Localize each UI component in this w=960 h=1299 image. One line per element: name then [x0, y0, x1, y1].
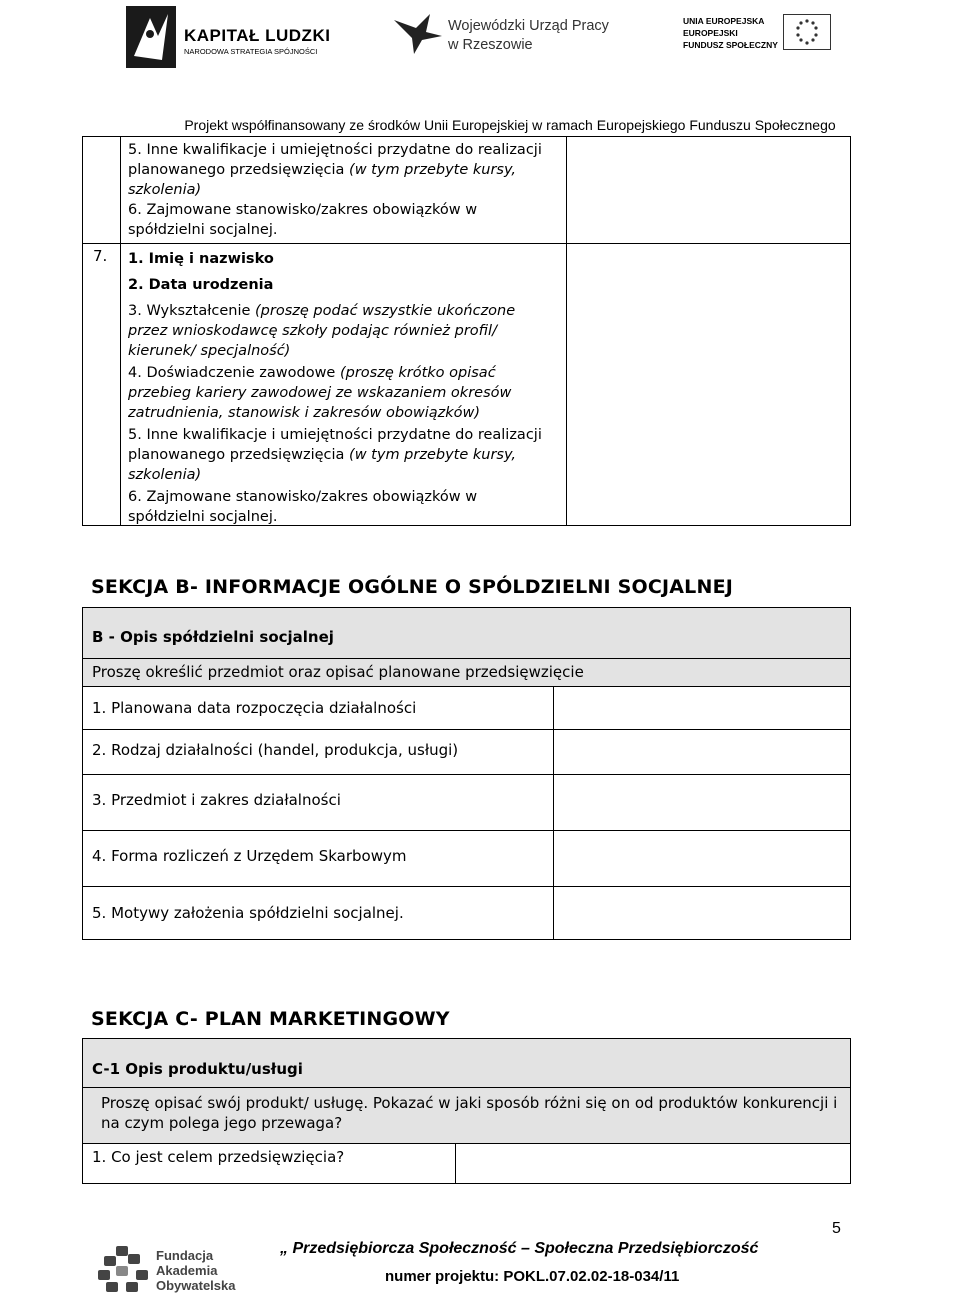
section-b-row: [83, 830, 850, 886]
row7-item4-text: 4. Doświadczenie zawodowe: [128, 365, 336, 381]
section-c-table-title: C-1 Opis produktu/usługi: [92, 1060, 303, 1078]
kapital-ludzki-title: KAPITAŁ LUDZKI: [184, 26, 331, 45]
section-b-table: [82, 607, 851, 940]
wup-line2: w Rzeszowie: [448, 37, 533, 53]
row6-item5-text: 5. Inne kwalifikacje i umiejętności przydatne do realizacji planowanego przedsięwzięcia: [128, 142, 542, 178]
bird-emblem-icon: [392, 10, 444, 56]
wup-line1: Wojewódzki Urząd Pracy: [448, 18, 609, 34]
section-b-instruction-row: [83, 658, 850, 686]
kapital-ludzki-logo: [126, 6, 336, 72]
row6-item6-text: 6. Zajmowane stanowisko/zakres obowiązków w spółdzielni socjalnej.: [128, 202, 478, 238]
section-b-row: [83, 686, 850, 729]
section-b-item-label: 2. Rodzaj działalności (handel, produkcja, usługi): [92, 741, 459, 759]
row7-item3-text: 3. Wykształcenie: [128, 303, 251, 319]
section-c-title: SEKCJA C- PLAN MARKETINGOWY: [91, 1008, 450, 1030]
eu-line1: UNIA EUROPEJSKA: [683, 16, 765, 26]
footer-project-title: „ Przedsiębiorcza Społeczność – Społeczna Przedsiębiorczość: [280, 1240, 759, 1257]
section-c-table-header: [83, 1039, 850, 1087]
row7-item1: 1. Imię i nazwisko: [128, 251, 274, 267]
eu-logo: [683, 8, 843, 64]
section-c-row: [83, 1143, 850, 1183]
section-c-instruction: Proszę opisać swój produkt/ usługę. Pokazać w jaki sposób różni się on od produktów konkurencji i na czym polega jego przewaga?: [101, 1094, 838, 1132]
members-table: [82, 136, 851, 526]
section-c-table: [82, 1038, 851, 1184]
fundacja-logo: [96, 1244, 236, 1296]
eu-line2: EUROPEJSKI: [683, 28, 738, 38]
row6-content: [128, 140, 558, 240]
row7-item6: 6. Zajmowane stanowisko/zakres obowiązków w spółdzielni socjalnej.: [128, 489, 478, 525]
section-b-instruction: Proszę określić przedmiot oraz opisać planowane przedsięwzięcie: [92, 663, 584, 681]
section-b-table-header: [83, 608, 850, 658]
section-b-item-label: 4. Forma rozliczeń z Urzędem Skarbowym: [92, 847, 407, 865]
row7-content: [128, 249, 558, 527]
row7-item5-text: 5. Inne kwalifikacje i umiejętności przydatne do realizacji planowanego przedsięwzięcia: [128, 427, 542, 463]
kapital-ludzki-emblem-icon: [126, 6, 176, 68]
eu-flag-icon: [783, 14, 831, 50]
section-b-row: [83, 729, 850, 774]
row7-item4-note: (proszę krótko opisać przebieg kariery zawodowej ze wskazaniem okresów zatrudnienia, stanowisk i zakresów obowiązków): [128, 365, 512, 421]
section-b-item-label: 3. Przedmiot i zakres działalności: [92, 791, 341, 809]
wup-logo: [392, 8, 609, 68]
section-b-item-label: 5. Motywy założenia spółdzielni socjalnej.: [92, 904, 404, 922]
fundacja-line2: Akademia: [156, 1263, 218, 1278]
section-c-item-label: 1. Co jest celem przedsięwzięcia?: [92, 1148, 345, 1166]
row7-item3-note: (proszę podać wszystkie ukończone przez wnioskodawcę szkoły podając również profil/ kierunek/ specjalność): [128, 303, 516, 359]
section-b-title: SEKCJA B- INFORMACJE OGÓLNE O SPÓLDZIELNI SOCJALNEJ: [91, 576, 734, 598]
row7-item5-note: (w tym przebyte kursy, szkolenia): [128, 447, 517, 483]
fundacja-line3: Obywatelska: [156, 1278, 236, 1293]
project-cofinance-line: Projekt współfinansowany ze środków Unii Europejskiej w ramach Europejskiego Funduszu Społecznego: [184, 117, 836, 133]
footer-project-number: numer projektu: POKL.07.02.02-18-034/11: [385, 1268, 680, 1285]
kapital-ludzki-subtitle: NARODOWA STRATEGIA SPÓJNOŚCI: [184, 47, 318, 56]
page-number: 5: [832, 1220, 841, 1237]
section-b-row: [83, 886, 850, 939]
section-b-table-title: B - Opis spółdzielni socjalnej: [92, 628, 334, 646]
row-number-7: 7.: [93, 247, 108, 265]
puzzle-emblem-icon: [96, 1244, 152, 1296]
row6-item5-note: (w tym przebyte kursy, szkolenia): [128, 162, 517, 198]
section-c-instruction-row: [83, 1087, 850, 1143]
eu-line3: FUNDUSZ SPOŁECZNY: [683, 40, 778, 50]
fundacja-line1: Fundacja: [156, 1248, 214, 1263]
row7-item2: 2. Data urodzenia: [128, 277, 274, 293]
section-b-item-label: 1. Planowana data rozpoczęcia działalności: [92, 699, 417, 717]
section-b-row: [83, 774, 850, 830]
